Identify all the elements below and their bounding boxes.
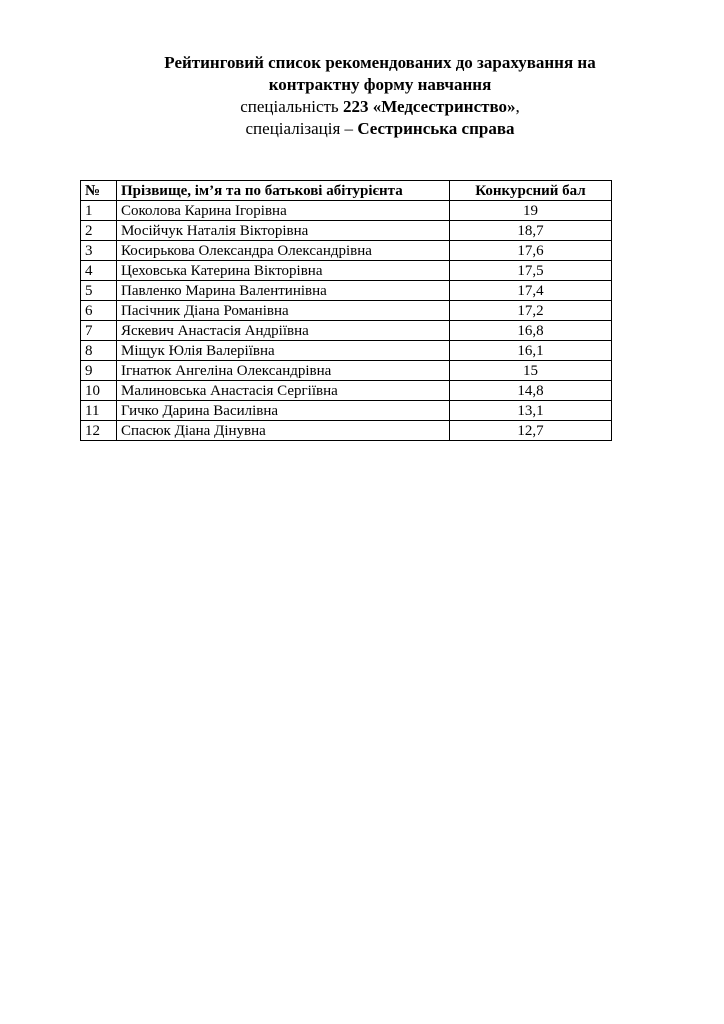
row-score: 12,7 — [450, 421, 612, 441]
specialty-prefix: спеціальність — [240, 97, 343, 116]
rating-table — [80, 180, 612, 441]
row-score: 19 — [450, 201, 612, 221]
table-row — [81, 341, 612, 361]
table-row — [81, 321, 612, 341]
row-number: 5 — [81, 281, 117, 301]
table-row — [81, 301, 612, 321]
table-row — [81, 221, 612, 241]
row-full-name: Цеховська Катерина Вікторівна — [117, 261, 450, 281]
row-score: 17,2 — [450, 301, 612, 321]
row-number: 10 — [81, 381, 117, 401]
row-number: 1 — [81, 201, 117, 221]
row-score: 13,1 — [450, 401, 612, 421]
header-full-name: Прізвище, ім’я та по батькові абітурієнта — [117, 181, 450, 201]
row-full-name: Павленко Марина Валентинівна — [117, 281, 450, 301]
row-score: 16,8 — [450, 321, 612, 341]
heading-line-2: контрактну форму навчання — [268, 75, 492, 94]
row-full-name: Косирькова Олександра Олександрівна — [117, 241, 450, 261]
row-score: 16,1 — [450, 341, 612, 361]
row-score: 18,7 — [450, 221, 612, 241]
row-full-name: Міщук Юлія Валеріївна — [117, 341, 450, 361]
specialty-suffix: , — [515, 97, 520, 116]
table-row — [81, 381, 612, 401]
row-score: 17,5 — [450, 261, 612, 281]
row-number: 7 — [81, 321, 117, 341]
header-score: Конкурсний бал — [450, 181, 612, 201]
table-row — [81, 281, 612, 301]
row-full-name: Гичко Дарина Василівна — [117, 401, 450, 421]
row-full-name: Ігнатюк Ангеліна Олександрівна — [117, 361, 450, 381]
row-number: 9 — [81, 361, 117, 381]
specialty-name: 223 «Медсестринство» — [342, 97, 516, 116]
row-number: 6 — [81, 301, 117, 321]
row-full-name: Пасічник Діана Романівна — [117, 301, 450, 321]
row-score: 17,6 — [450, 241, 612, 261]
table-row — [81, 421, 612, 441]
table-row — [81, 361, 612, 381]
row-number: 11 — [81, 401, 117, 421]
row-number: 12 — [81, 421, 117, 441]
document-heading — [60, 52, 700, 140]
header-number: № — [81, 181, 117, 201]
table-row — [81, 401, 612, 421]
row-full-name: Спасюк Діана Дінувна — [117, 421, 450, 441]
row-number: 2 — [81, 221, 117, 241]
heading-line-specialization — [60, 118, 700, 140]
specialization-prefix: спеціалізація – — [245, 119, 358, 138]
heading-line-1: Рейтинговий список рекомендованих до зарахування на — [164, 53, 596, 72]
row-full-name: Малиновська Анастасія Сергіївна — [117, 381, 450, 401]
heading-line-specialty — [60, 96, 700, 118]
table-row — [81, 261, 612, 281]
row-full-name: Яскевич Анастасія Андріївна — [117, 321, 450, 341]
row-number: 3 — [81, 241, 117, 261]
row-full-name: Мосійчук Наталія Вікторівна — [117, 221, 450, 241]
row-score: 14,8 — [450, 381, 612, 401]
row-full-name: Соколова Карина Ігорівна — [117, 201, 450, 221]
specialization-name: Сестринська справа — [357, 119, 515, 138]
table-row — [81, 201, 612, 221]
row-number: 4 — [81, 261, 117, 281]
row-number: 8 — [81, 341, 117, 361]
rating-table-body — [81, 201, 612, 441]
table-row — [81, 241, 612, 261]
table-header-row — [81, 181, 612, 201]
row-score: 17,4 — [450, 281, 612, 301]
row-score: 15 — [450, 361, 612, 381]
